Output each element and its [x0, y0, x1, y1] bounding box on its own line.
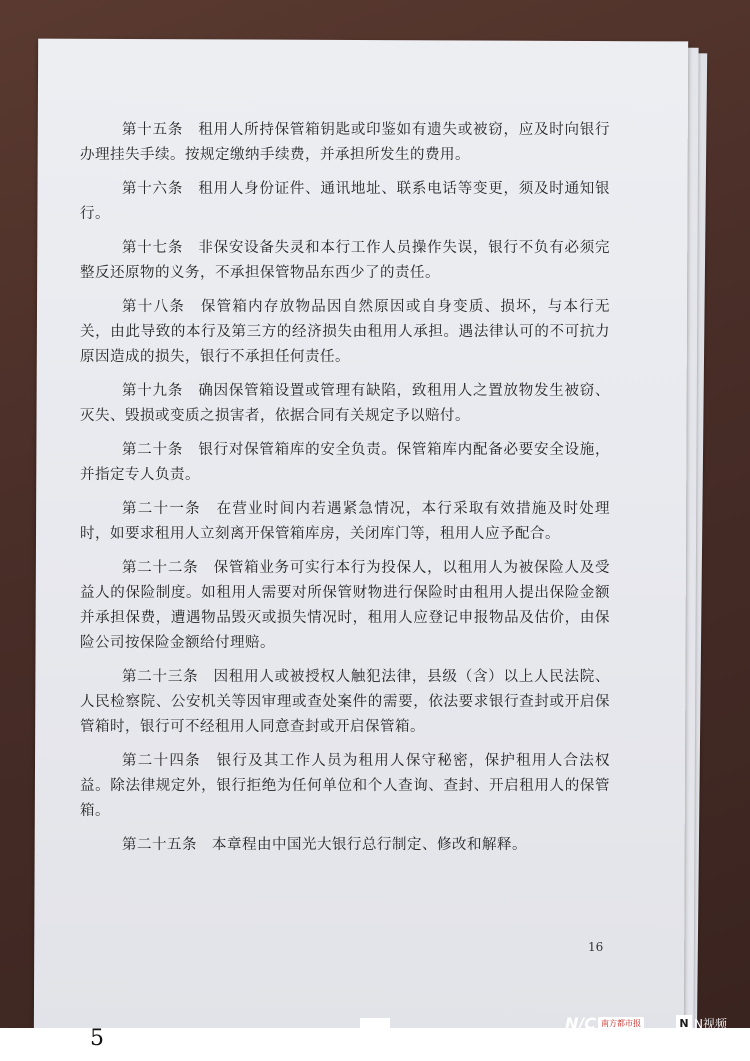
article-21: 第二十一条 在营业时间内若遇紧急情况，本行采取有效措施及时处理时，如要求租用人立刻离开保管箱库房，关闭库门等，租用人应予配合。	[80, 501, 610, 542]
article-24: 第二十四条 银行及其工作人员为租用人保守秘密，保护租用人合法权益。除法律规定外，银行拒绝为任何单位和个人查询、查封、开启租用人的保管箱。	[80, 753, 610, 819]
article-25: 第二十五条 本章程由中国光大银行总行制定、修改和解释。	[122, 837, 528, 853]
article-15: 第十五条 租用人所持保管箱钥匙或印鉴如有遗失或被窃，应及时向银行办理挂失手续。按规定缴纳手续费，并承担所发生的费用。	[80, 122, 610, 163]
nandu-logo-icon: N/C	[565, 1013, 596, 1033]
document-body	[80, 118, 610, 867]
nvideo-text: N视频	[694, 1016, 727, 1031]
corner-number: 5	[90, 1026, 104, 1051]
nandu-watermark	[565, 1012, 644, 1034]
article-23: 第二十三条 因租用人或被授权人触犯法律，县级（含）以上人民法院、人民检察院、公安机关等因审理或查处案件的需要，依法要求银行查封或开启保管箱时，银行可不经租用人同意查封或开启保管箱。	[80, 669, 610, 735]
article-17: 第十七条 非保安设备失灵和本行工作人员操作失误，银行不负有必须完整反还原物的义务，不承担保管物品东西少了的责任。	[80, 240, 610, 281]
article-19: 第十九条 确因保管箱设置或管理有缺陷，致租用人之置放物发生被窃、灭失、毁损或变质之损害者，依据合同有关规定予以赔付。	[80, 383, 610, 424]
nvideo-watermark	[676, 1012, 727, 1034]
article-18: 第十八条 保管箱内存放物品因自然原因或自身变质、损坏，与本行无关，由此导致的本行及第三方的经济损失由租用人承担。遇法律认可的不可抗力原因造成的损失，银行不承担任何责任。	[80, 299, 610, 365]
article-16: 第十六条 租用人身份证件、通讯地址、联系电话等变更，须及时通知银行。	[80, 181, 610, 222]
article-22: 第二十二条 保管箱业务可实行本行为投保人，以租用人为被保险人及受益人的保险制度。如租用人需要对所保管财物进行保险时由租用人提出保险金额并承担保费，遭遇物品毁灭或损失情况时，租用人应登记申报物品及估价，由保险公司按保险金额给付理赔。	[80, 560, 610, 651]
nandu-badge: 南方都市报	[598, 1017, 644, 1030]
article-20: 第二十条 银行对保管箱库的安全负责。保管箱库内配备必要安全设施，并指定专人负责。	[80, 442, 610, 483]
page-number: 16	[588, 940, 604, 954]
white-block	[360, 1018, 390, 1038]
nvideo-icon: N	[676, 1015, 692, 1031]
